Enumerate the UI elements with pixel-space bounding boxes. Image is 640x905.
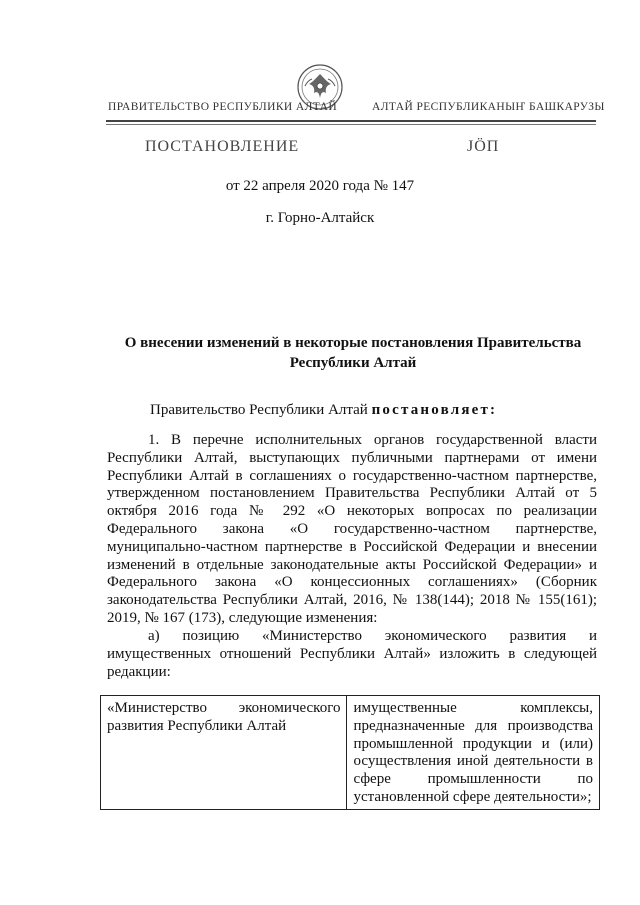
table-cell-property: имущественные комплексы, предназначенные для производства промышленной продукции и (или) осуществления иной деятельности в сфере промышленности по установленной сфере деятельности»; <box>347 696 600 810</box>
decree-line <box>150 402 497 419</box>
decree-verb: постановляет: <box>371 402 498 418</box>
document-title: О внесении изменений в некоторые постановления Правительства Республики Алтай <box>124 335 582 371</box>
header-org-name-alt: АЛТАЙ РЕСПУБЛИКАНЫҤ БАШКАРУЗЫ <box>372 101 605 113</box>
header-divider-thin <box>106 124 596 125</box>
header-org-name-ru: ПРАВИТЕЛЬСТВО РЕСПУБЛИКИ АЛТАЙ <box>108 101 338 113</box>
table-cell-ministry: «Министерство экономического развития Республики Алтай <box>101 696 347 810</box>
amendment-table <box>100 695 600 810</box>
paragraph-2: а) позицию «Министерство экономического развития и имущественных отношений Республики Алтай» изложить в следующей редакции: <box>107 628 597 680</box>
table-row <box>101 696 600 810</box>
paragraph-1: 1. В перечне исполнительных органов государственной власти Республики Алтай, выступающих публичными партнерами от имени Республики Алтай в соглашениях о государственно-частном партнерстве, утвержденном постановлением Правительства Республики Алтай от 5 октября 2016 года № 292 «О некоторых вопросах по реализации Федерального закона «О государственно-частном партнерстве, муниципально-частном партнерстве в Российской Федерации и внесении изменений в отдельные законодательные акты Российской Федерации» и Федерального закона «О концессионных соглашениях» (Сборник законодательства Республики Алтай, 2016, № 138(144); 2018 № 155(161); 2019, № 167 (173), следующие изменения: <box>107 432 597 626</box>
header-divider-thick <box>106 120 596 122</box>
city-line: г. Горно-Алтайск <box>265 210 375 226</box>
decree-subject: Правительство Республики Алтай <box>150 402 372 418</box>
date-line: от 22 апреля 2020 года № 147 <box>225 178 415 194</box>
doc-type-ru: ПОСТАНОВЛЕНИЕ <box>145 138 300 155</box>
doc-type-alt: JӦП <box>467 138 500 155</box>
